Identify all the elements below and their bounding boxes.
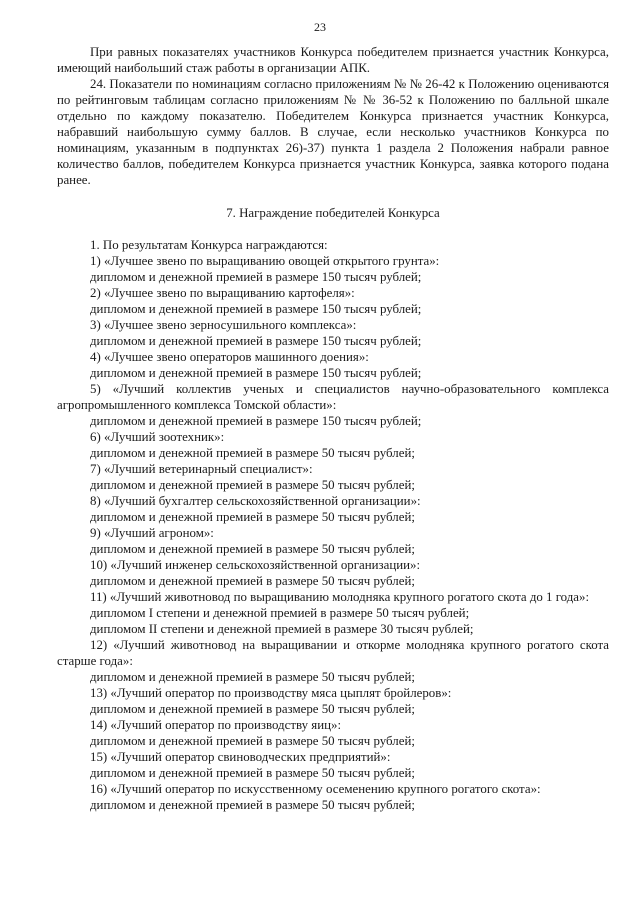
nomination-title: 11) «Лучший животновод по выращиванию молодняка крупного рогатого скота до 1 года»: <box>90 590 590 604</box>
nomination-award: дипломом и денежной премией в размере 150 тысяч рублей; <box>90 302 422 316</box>
nomination-award: дипломом I степени и денежной премией в размере 50 тысяч рублей; <box>90 606 470 620</box>
nomination-award: дипломом и денежной премией в размере 50 тысяч рублей; <box>90 798 415 812</box>
nomination-award: дипломом и денежной премией в размере 150 тысяч рублей; <box>90 334 422 348</box>
nomination-award: дипломом и денежной премией в размере 50 тысяч рублей; <box>90 734 415 748</box>
nomination-title: 8) «Лучший бухгалтер сельскохозяйственной организации»: <box>90 494 421 508</box>
document-body <box>57 44 609 813</box>
nomination-award: дипломом и денежной премией в размере 150 тысяч рублей; <box>90 366 422 380</box>
nomination-title: 15) «Лучший оператор свиноводческих предприятий»: <box>90 750 391 764</box>
nomination-award: дипломом и денежной премией в размере 50 тысяч рублей; <box>90 542 415 556</box>
nomination-award: дипломом и денежной премией в размере 50 тысяч рублей; <box>90 510 415 524</box>
nomination-title: 13) «Лучший оператор по производству мяса цыплят бройлеров»: <box>90 686 452 700</box>
nomination-title: 1) «Лучшее звено по выращиванию овощей открытого грунта»: <box>90 254 440 268</box>
nomination-award: дипломом и денежной премией в размере 50 тысяч рублей; <box>90 702 415 716</box>
nomination-title: 16) «Лучший оператор по искусственному осеменению крупного рогатого скота»: <box>90 782 541 796</box>
nomination-title: 5) «Лучший коллектив ученых и специалистов научно-образовательного комплекса агропромышленного комплекса Томской области»: <box>57 382 609 412</box>
nomination-award: дипломом и денежной премией в размере 50 тысяч рублей; <box>90 574 415 588</box>
nomination-award: дипломом и денежной премией в размере 50 тысяч рублей; <box>90 478 415 492</box>
nomination-list <box>57 253 609 813</box>
nomination-award: дипломом II степени и денежной премией в размере 30 тысяч рублей; <box>90 622 474 636</box>
paragraph-24: 24. Показатели по номинациям согласно приложениям № № 26-42 к Положению оцениваются по рейтинговым таблицам согласно приложениям № № 36-52 к Положению по балльной шкале отдельно по каждому показателю. Победителем Конкурса признается участник Конкурса, набравший наибольшую сумму баллов. В случае, если несколько участников Конкурса по номинациям, указанным в подпунктах 26)-37) пункта 1 раздела 2 Положения набрали равное количество баллов, победителем Конкурса признается участник Конкурса, заявка которого подана ранее. <box>57 77 609 187</box>
nomination-title: 3) «Лучшее звено зерносушильного комплекса»: <box>90 318 357 332</box>
nomination-title: 2) «Лучшее звено по выращиванию картофеля»: <box>90 286 355 300</box>
nomination-award: дипломом и денежной премией в размере 150 тысяч рублей; <box>90 414 422 428</box>
nomination-award: дипломом и денежной премией в размере 50 тысяч рублей; <box>90 670 415 684</box>
section-heading: 7. Награждение победителей Конкурса <box>226 206 440 220</box>
lead-line: 1. По результатам Конкурса награждаются: <box>90 238 328 252</box>
nomination-title: 9) «Лучший агроном»: <box>90 526 214 540</box>
nomination-title: 4) «Лучшее звено операторов машинного доения»: <box>90 350 369 364</box>
nomination-title: 14) «Лучший оператор по производству яиц»: <box>90 718 342 732</box>
nomination-title: 7) «Лучший ветеринарный специалист»: <box>90 462 313 476</box>
nomination-title: 12) «Лучший животновод на выращивании и откорме молодняка крупного рогатого скота старше года»: <box>57 638 609 668</box>
nomination-title: 6) «Лучший зоотехник»: <box>90 430 225 444</box>
nomination-award: дипломом и денежной премией в размере 50 тысяч рублей; <box>90 766 415 780</box>
nomination-award: дипломом и денежной премией в размере 150 тысяч рублей; <box>90 270 422 284</box>
paragraph-equal-scores: При равных показателях участников Конкурса победителем признается участник Конкурса, имеющий наибольший стаж работы в организации АПК. <box>57 45 609 75</box>
nomination-award: дипломом и денежной премией в размере 50 тысяч рублей; <box>90 446 415 460</box>
page-number: 23 <box>314 20 326 34</box>
nomination-title: 10) «Лучший инженер сельскохозяйственной организации»: <box>90 558 421 572</box>
